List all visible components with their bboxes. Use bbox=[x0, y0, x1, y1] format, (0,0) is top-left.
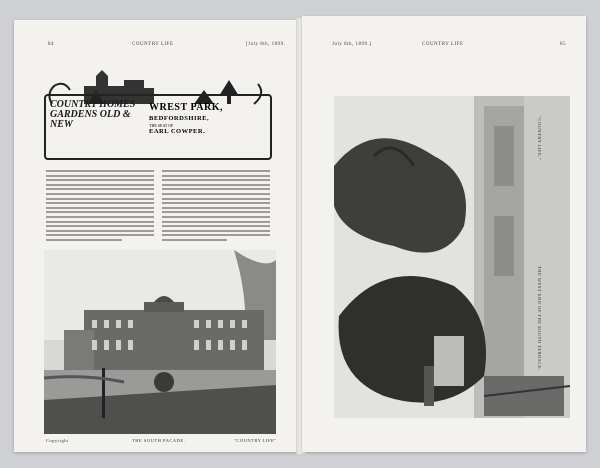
west-terrace-photo bbox=[334, 96, 570, 418]
house-title bbox=[149, 102, 223, 135]
house-name: WREST PARK, bbox=[149, 102, 224, 113]
county: BEDFORDSHIRE, bbox=[149, 115, 210, 122]
left-date: [July 8th, 1899. bbox=[246, 42, 286, 47]
side-caption: THE WEST END OF THE SOUTH TERRACE. bbox=[537, 266, 542, 371]
feature-title: COUNTRY HOMES GARDENS OLD & NEW bbox=[50, 99, 136, 130]
south-facade-photo bbox=[44, 250, 276, 434]
feature-title-block bbox=[44, 66, 268, 162]
article-column-right bbox=[162, 170, 270, 252]
right-page-number: 85 bbox=[560, 42, 566, 47]
right-page bbox=[302, 16, 586, 452]
west-terrace-illustration bbox=[334, 96, 570, 418]
photo-credit-right: "COUNTRY LIFE" bbox=[234, 438, 277, 443]
magazine-spread bbox=[14, 14, 588, 454]
left-page-number: 84 bbox=[48, 42, 54, 47]
left-page bbox=[14, 20, 298, 452]
owner-name: EARL COWPER. bbox=[149, 128, 206, 135]
side-credit: "COUNTRY LIFE." bbox=[537, 116, 542, 161]
photo-credit-left: Copyright bbox=[46, 438, 69, 443]
south-facade-illustration bbox=[44, 250, 276, 434]
photo-caption: THE SOUTH FACADE. bbox=[132, 438, 186, 443]
right-date: July 8th, 1899.] bbox=[332, 42, 372, 47]
right-running-title: COUNTRY LIFE bbox=[422, 42, 464, 47]
article-column-left bbox=[46, 170, 154, 252]
seat-of-label: THE SEAT OF bbox=[149, 123, 174, 128]
left-running-title: COUNTRY LIFE bbox=[132, 42, 174, 47]
